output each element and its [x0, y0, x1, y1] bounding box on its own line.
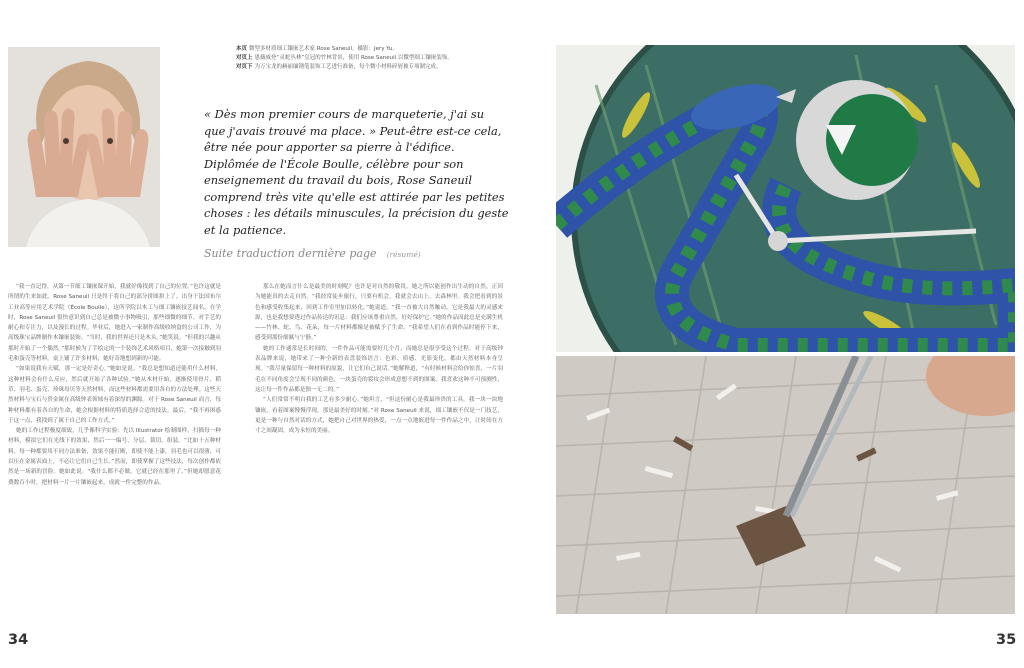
translation-note-text: Suite traduction dernière page: [204, 247, 377, 260]
caption-line: 本页 微型多材质细工镶嵌艺术家 Rose Saneuil。摄影：Jery Yu。: [236, 46, 398, 52]
page-number-right: 35: [996, 632, 1017, 648]
body-paragraph: “如果说我有天赋，那一定是好奇心。”她如是说。“我总是想知道还能用什么材料，这种材料会有什么反应，然后就开始了各种试验。”她从木材开始，逐渐使用骨片、稻草、羽毛、蛋壳、珍珠母贝等天然材料，而这些材料都需要用各自的方法处理。这些天然材料与宝石与贵金属在高级钟表领域有着深厚的渊源。对于 Rose Saneuil 而言，每种材料都有着各自的生命，她会根据材料的特质选择合适的技法。最后，“我不再困惑于这一点，我找到了属于自己的工作方式。”: [8, 366, 221, 424]
caption-line: 对页下 为万宝龙的赫丽缅钢笔装饰工艺进行准备，每个微小材料碎屑被专项制完成。: [236, 64, 442, 70]
body-paragraph: 她的工作通常是长时间的，一件作品可能需要好几个月，而她总是很享受这个过程。对于高级钟表品牌来说，她带来了一种全新的表盘装饰语言：色彩、质感、光影变化，都由天然材料本身呈现。“我尽量保留每一种材料的原貌，让它们自己说话。”她解释道，“有时候材料会给你惊喜，一片羽毛在不同角度会呈现不同的颜色，一块蛋壳的裂纹会形成意想不到的图案。我喜欢这种不可预测性，这让每一件作品都是独一无二的。”: [255, 345, 503, 393]
body-paragraph: “我一直记得，从第一节细工镶嵌课开始，我就好像找到了自己的位置。”也许这就是所谓的生来如此。Rose Saneuil 只是终于将自己的部分拼图拼上了。出身于法国布尔工业高等应用艺术学院（École Boulle），这所学院以木工与细工镶嵌技艺闻名。在学时，Rose Saneuil 很快意识到自己总是被微小事物吸引，那些细微的细节、对手艺的耐心和专注力，以及漫长的过程。毕业后，她进入一家制作高级收纳盒的公司工作，为高级珠宝品牌制作木镶嵌装饰。“当时，我的世界还只是木头。”她笑说。“但我的兴趣从那时开始了一个偶然。”那时候为了手绘定的一个装饰艺术风格项目，她第一次接触到羽毛和蛋壳等材料，桌上铺了许多材料，她好奇地想到新的可能。: [8, 284, 221, 363]
body-paragraph: 那么在她而言什么是最美的时刻呢？也许是对自然的敬畏。她之所以能创作出生动的自然，正因为她能真的去走自然。“我经常徒步旅行，只要有机会，我就会去山上、去森林里。我会把看到的景色和感受收集起来，回到工作室里加以转化。”她说道。“我一直被大自然触动，它是我最大的灵感来源，也是我想要透过作品传达的讯息：我们应该尊重自然、好好保护它。”她的作品因此总是充满生机——竹林、蛇、鸟、花朵，每一片材料都像是被赋予了生命。“我希望人们在看到作品时能停下来，感受到那份细腻与宁静。”: [255, 284, 503, 342]
body-column-1: [8, 282, 221, 488]
caption-line: 对页上 恩薇威登“灵蛇丛林”皇冠的竹林背景，使用 Rose Saneuil 以微型细工镶嵌装饰。: [236, 55, 453, 61]
watch-dial-photo: [556, 45, 1015, 352]
marquetry-work-photo: [556, 356, 1015, 614]
page-number-left: 34: [8, 632, 29, 648]
pull-quote: « Dès mon premier cours de marqueterie, j'ai su que j'avais trouvé ma place. » Peut-être est-ce cela, être née pour apporter sa pierre à l'édifice. Diplômée de l'École Boulle, célèbre pour son enseignement du travail du bois, Rose Saneuil comprend très vite qu'elle est attirée par les petites choses : les détails minuscules, la précision du geste et la patience.: [204, 107, 509, 237]
translation-note-resume: (résumé): [386, 250, 421, 259]
body-column-2: [255, 282, 503, 436]
portrait-photo: [8, 47, 160, 247]
body-paragraph: 她的工作过程极度细致，几乎像科学实验：先以 Illustrator 绘制图样，扫描每一种材料，模拟它们在光线下的效果，然后一一编号、分层、裁切、组装。“比如十五种材料，每一种都要用不同方法准备，效果不能打断，即使不能上漆，羽毛也可以很薄，可以压在金属表面上，不必让它们自己生长。”然而，即使掌握了这些技法，每次创作都依然是一场新的冒险。她如此说：“我什么都不必做，它就已经在那里了。”但她却愿意花费数百小时，把材料一片一片镶嵌起来，成就一件完整的作品。: [8, 428, 221, 486]
body-paragraph: “人们常常不明白我的工艺有多少耐心。”她坦言，“但这份耐心是我最珍贵的工具。我一块一块地镶嵌，看着图案慢慢浮现，那是最美好的时刻。”对 Rose Saneuil 来说，细工镶嵌不仅是一门技艺，更是一种与自然对话的方式，她把自己对世界的热爱，一点一点地嵌进每一件作品之中，让时间在方寸之间凝固，成为永恒的美丽。: [255, 397, 503, 435]
translation-note: [204, 247, 421, 260]
photo-captions: [236, 45, 481, 72]
